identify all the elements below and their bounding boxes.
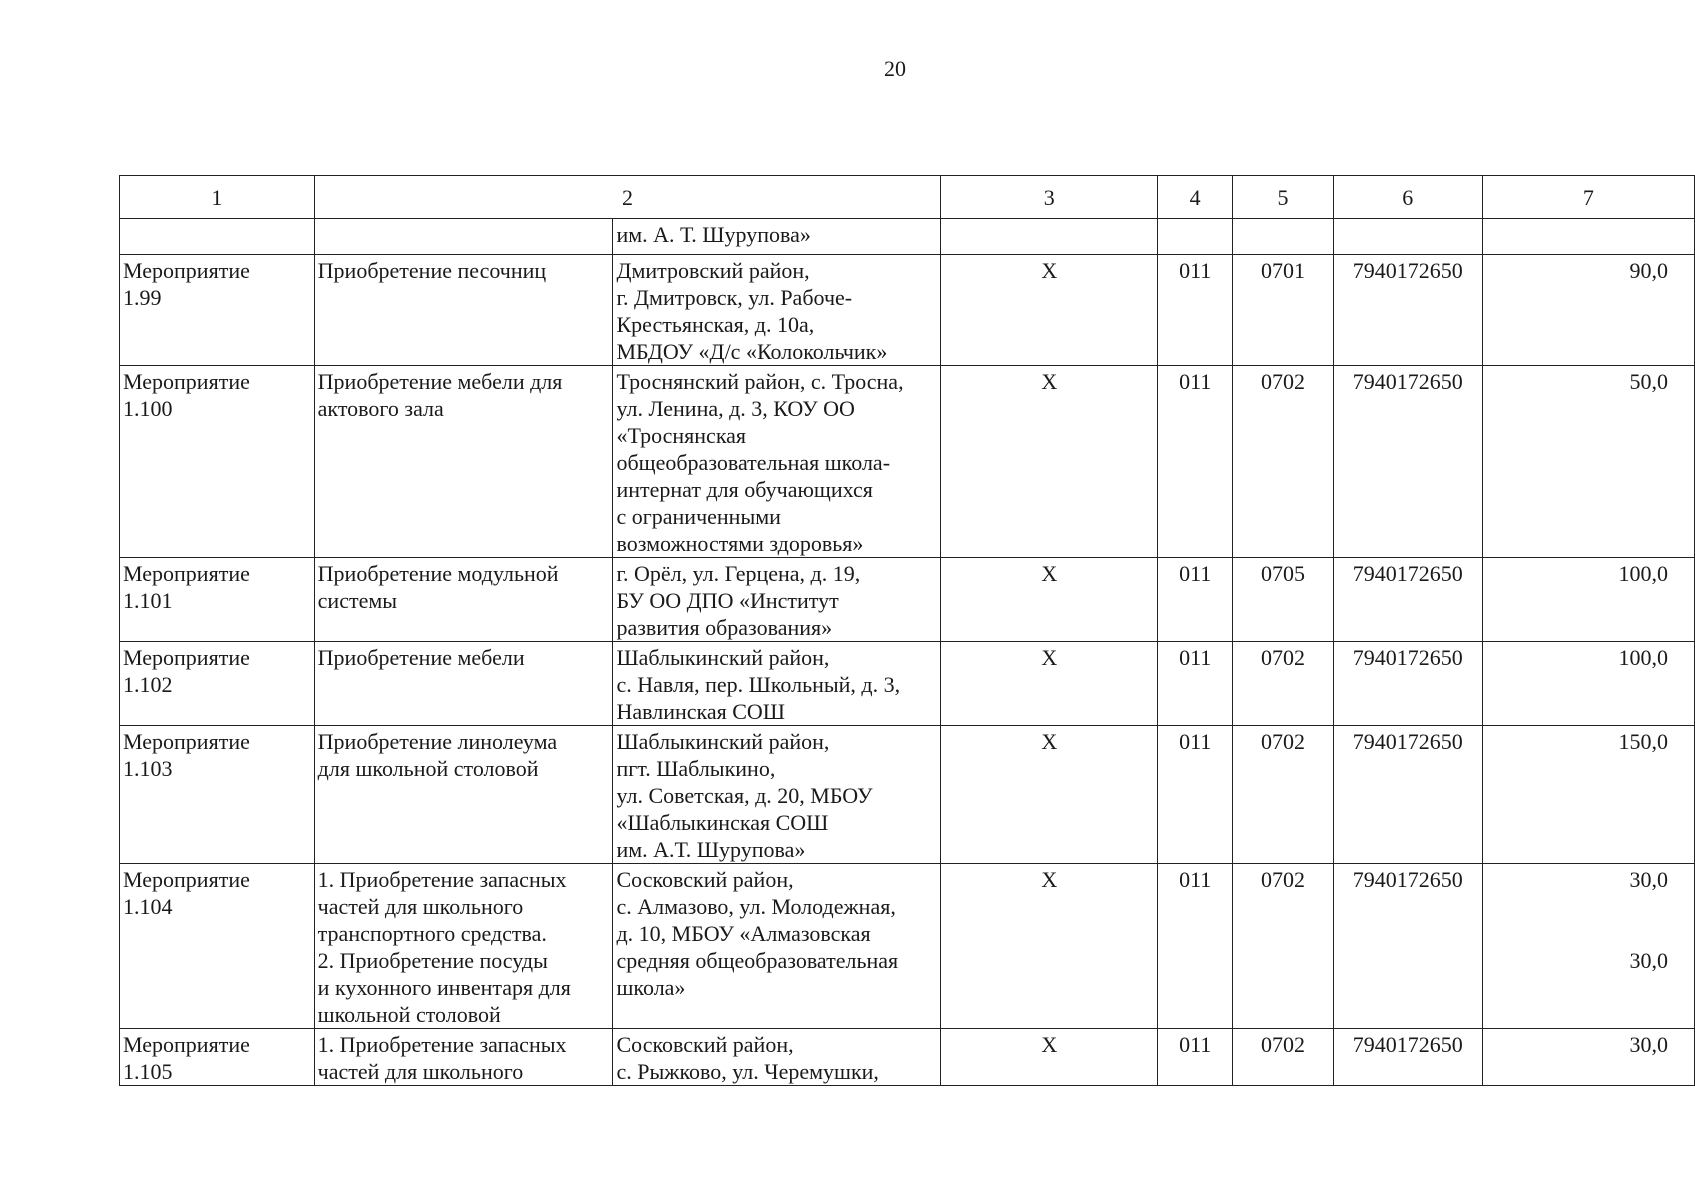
- cell-col5-value: 0702: [1260, 645, 1305, 670]
- address-line: Сосковский район,: [616, 1032, 794, 1057]
- table-row: [120, 558, 1695, 642]
- cell-col4-value: 011: [1179, 258, 1212, 283]
- cell-col3: [941, 1029, 1158, 1086]
- address-line: школа»: [616, 975, 686, 1000]
- page-number: 20: [884, 56, 906, 81]
- event-line: 1.105: [123, 1059, 173, 1084]
- event-line: Мероприятие: [123, 645, 250, 670]
- cell-col5-value: 0702: [1260, 729, 1305, 754]
- event-line: Мероприятие: [123, 729, 250, 754]
- continuation-row: [120, 219, 1695, 255]
- cell-col5: [1233, 255, 1334, 366]
- cell-col3: [941, 864, 1158, 1029]
- cell-col5: [1233, 642, 1334, 726]
- cell-col3-value: Х: [1041, 645, 1058, 670]
- cell-col5-value: 0701: [1260, 258, 1305, 283]
- cell-event: [120, 255, 315, 366]
- cell-col6: [1333, 219, 1482, 255]
- address-line: Навлинская СОШ: [616, 699, 786, 724]
- cell-col6: [1333, 726, 1482, 864]
- cell-col3: [941, 219, 1158, 255]
- address-line: ул. Ленина, д. 3, КОУ ОО: [616, 396, 855, 421]
- cell-col4-value: 011: [1179, 369, 1212, 394]
- table-row: [120, 726, 1695, 864]
- address-line: г. Дмитровск, ул. Рабоче-: [616, 285, 853, 310]
- address-line: с. Навля, пер. Школьный, д. 3,: [616, 672, 901, 697]
- cell-col4: [1158, 1029, 1233, 1086]
- cell-col6: [1333, 642, 1482, 726]
- address-line: «Шаблыкинская СОШ: [616, 810, 829, 835]
- cell-col6: [1333, 1029, 1482, 1086]
- event-line: Мероприятие: [123, 561, 250, 586]
- amount-value: 30,0: [1629, 1032, 1668, 1057]
- purpose-line: 1. Приобретение запасных: [317, 867, 567, 892]
- cell-col6-value: 7940172650: [1352, 561, 1463, 586]
- cell-purpose: [314, 366, 613, 558]
- table-row: [120, 864, 1695, 1029]
- cell-address: [613, 366, 941, 558]
- cell-address: [613, 219, 941, 255]
- cell-purpose: [314, 642, 613, 726]
- purpose-line: для школьной столовой: [317, 756, 539, 781]
- cell-amount: [1482, 726, 1694, 864]
- address-line: Дмитровский район,: [616, 258, 810, 283]
- purpose-line: Приобретение модульной: [317, 561, 559, 586]
- cell-col3: [941, 726, 1158, 864]
- address-line: д. 10, МБОУ «Алмазовская: [616, 921, 871, 946]
- cell-col6-value: 7940172650: [1352, 867, 1463, 892]
- header-cell-6: 6: [1333, 176, 1482, 219]
- cell-col6-value: 7940172650: [1352, 729, 1463, 754]
- purpose-line: Приобретение линолеума: [317, 729, 558, 754]
- cell-event: [120, 864, 315, 1029]
- cell-col6-value: 7940172650: [1352, 645, 1463, 670]
- purpose-line: системы: [317, 588, 398, 613]
- address-line: с. Рыжково, ул. Черемушки,: [616, 1059, 879, 1084]
- cell-col5-value: 0702: [1260, 1032, 1305, 1057]
- cell-col6: [1333, 255, 1482, 366]
- cell-col3-value: Х: [1041, 867, 1058, 892]
- cell-col4-value: 011: [1179, 867, 1212, 892]
- address-line: ул. Советская, д. 20, МБОУ: [616, 783, 873, 808]
- cell-purpose: [314, 558, 613, 642]
- amount-value: 30,0: [1629, 948, 1668, 973]
- cell-col6-value: 7940172650: [1352, 258, 1463, 283]
- purpose-line: Приобретение мебели: [317, 645, 525, 670]
- address-line: Троснянский район, с. Тросна,: [616, 369, 904, 394]
- cell-col6: [1333, 558, 1482, 642]
- event-line: 1.100: [123, 396, 173, 421]
- cell-amount: [1482, 558, 1694, 642]
- cell-col3: [941, 558, 1158, 642]
- cell-col4: [1158, 219, 1233, 255]
- address-line: с. Алмазово, ул. Молодежная,: [616, 894, 896, 919]
- header-cell-5: 5: [1233, 176, 1334, 219]
- address-line: Сосковский район,: [616, 867, 794, 892]
- cell-col5-value: 0702: [1260, 867, 1305, 892]
- purpose-line: частей для школьного: [317, 1059, 524, 1084]
- address-line: МБДОУ «Д/с «Колокольчик»: [616, 339, 888, 364]
- purpose-line: Приобретение мебели для: [317, 369, 563, 394]
- cell-col3-value: Х: [1041, 1032, 1058, 1057]
- cell-address: [613, 726, 941, 864]
- cell-amount: [1482, 255, 1694, 366]
- cell-col5: [1233, 366, 1334, 558]
- cell-col6: [1333, 366, 1482, 558]
- cell-event: [120, 1029, 315, 1086]
- cell-col6-value: 7940172650: [1352, 369, 1463, 394]
- cell-amount: [1482, 366, 1694, 558]
- address-line: БУ ОО ДПО «Институт: [616, 588, 839, 613]
- cell-col5: [1233, 726, 1334, 864]
- cell-col5: [1233, 1029, 1334, 1086]
- table-row: [120, 255, 1695, 366]
- cell-address: [613, 642, 941, 726]
- cell-col3-value: Х: [1041, 729, 1058, 754]
- header-cell-7: 7: [1482, 176, 1694, 219]
- cell-col4-value: 011: [1179, 561, 1212, 586]
- budget-table: [119, 175, 1695, 1086]
- address-line: Крестьянская, д. 10а,: [616, 312, 815, 337]
- cell-purpose: [314, 255, 613, 366]
- event-line: Мероприятие: [123, 369, 250, 394]
- purpose-line: школьной столовой: [317, 1002, 501, 1027]
- address-line: им. А.Т. Шурупова»: [616, 837, 806, 862]
- address-line: развития образования»: [616, 615, 833, 640]
- cell-col4: [1158, 366, 1233, 558]
- cell-col5: [1233, 219, 1334, 255]
- cell-col5: [1233, 864, 1334, 1029]
- event-line: 1.101: [123, 588, 173, 613]
- purpose-line: актового зала: [317, 396, 444, 421]
- address-line: Шаблыкинский район,: [616, 645, 830, 670]
- cell-col3: [941, 642, 1158, 726]
- address-line: общеобразовательная школа-: [616, 450, 891, 475]
- purpose-line: частей для школьного: [317, 894, 524, 919]
- amount-value: 100,0: [1618, 645, 1668, 670]
- table-row: [120, 366, 1695, 558]
- table-header-row: [120, 176, 1695, 219]
- cell-address: [613, 864, 941, 1029]
- header-cell-4: 4: [1158, 176, 1233, 219]
- cell-address: [613, 255, 941, 366]
- address-line: им. А. Т. Шурупова»: [616, 222, 811, 247]
- cell-col6-value: 7940172650: [1352, 1032, 1463, 1057]
- address-line: возможностями здоровья»: [616, 531, 864, 556]
- header-cell-3: 3: [941, 176, 1158, 219]
- cell-col6: [1333, 864, 1482, 1029]
- cell-purpose: [314, 219, 613, 255]
- amount-value: 30,0: [1629, 867, 1668, 892]
- cell-col4: [1158, 558, 1233, 642]
- cell-event: [120, 366, 315, 558]
- event-line: 1.104: [123, 894, 173, 919]
- event-line: 1.102: [123, 672, 173, 697]
- address-line: г. Орёл, ул. Герцена, д. 19,: [616, 561, 861, 586]
- cell-col5-value: 0705: [1260, 561, 1305, 586]
- purpose-line: 2. Приобретение посуды: [317, 948, 548, 973]
- address-line: средняя общеобразовательная: [616, 948, 899, 973]
- purpose-line: и кухонного инвентаря для: [317, 975, 571, 1000]
- cell-col4-value: 011: [1179, 645, 1212, 670]
- cell-col4: [1158, 726, 1233, 864]
- cell-col4: [1158, 864, 1233, 1029]
- cell-col5-value: 0702: [1260, 369, 1305, 394]
- cell-col3-value: Х: [1041, 369, 1058, 394]
- event-line: 1.103: [123, 756, 173, 781]
- header-cell-2: 2: [314, 176, 941, 219]
- cell-event: [120, 219, 315, 255]
- amount-value: 50,0: [1629, 369, 1668, 394]
- event-line: Мероприятие: [123, 867, 250, 892]
- cell-col3-value: Х: [1041, 258, 1058, 283]
- cell-col5: [1233, 558, 1334, 642]
- cell-col3: [941, 255, 1158, 366]
- cell-address: [613, 1029, 941, 1086]
- amount-value: 90,0: [1629, 258, 1668, 283]
- cell-event: [120, 726, 315, 864]
- purpose-line: Приобретение песочниц: [317, 258, 547, 283]
- cell-amount: [1482, 642, 1694, 726]
- table-row: [120, 1029, 1695, 1086]
- cell-event: [120, 558, 315, 642]
- purpose-line: 1. Приобретение запасных: [317, 1032, 567, 1057]
- address-line: интернат для обучающихся: [616, 477, 873, 502]
- cell-amount: [1482, 219, 1694, 255]
- cell-amount: [1482, 1029, 1694, 1086]
- cell-col4-value: 011: [1179, 729, 1212, 754]
- cell-purpose: [314, 1029, 613, 1086]
- cell-col4: [1158, 642, 1233, 726]
- address-line: с ограниченными: [616, 504, 781, 529]
- event-line: Мероприятие: [123, 1032, 250, 1057]
- purpose-line: транспортного средства.: [317, 921, 547, 946]
- cell-purpose: [314, 726, 613, 864]
- cell-col3: [941, 366, 1158, 558]
- event-line: Мероприятие: [123, 258, 250, 283]
- header-cell-1: 1: [120, 176, 315, 219]
- cell-amount: [1482, 864, 1694, 1029]
- table-row: [120, 642, 1695, 726]
- event-line: 1.99: [123, 285, 162, 310]
- address-line: «Троснянская: [616, 423, 747, 448]
- amount-value: 100,0: [1618, 561, 1668, 586]
- cell-col4: [1158, 255, 1233, 366]
- cell-address: [613, 558, 941, 642]
- address-line: пгт. Шаблыкино,: [616, 756, 776, 781]
- address-line: Шаблыкинский район,: [616, 729, 830, 754]
- cell-col3-value: Х: [1041, 561, 1058, 586]
- cell-purpose: [314, 864, 613, 1029]
- amount-value: 150,0: [1618, 729, 1668, 754]
- cell-col4-value: 011: [1179, 1032, 1212, 1057]
- cell-event: [120, 642, 315, 726]
